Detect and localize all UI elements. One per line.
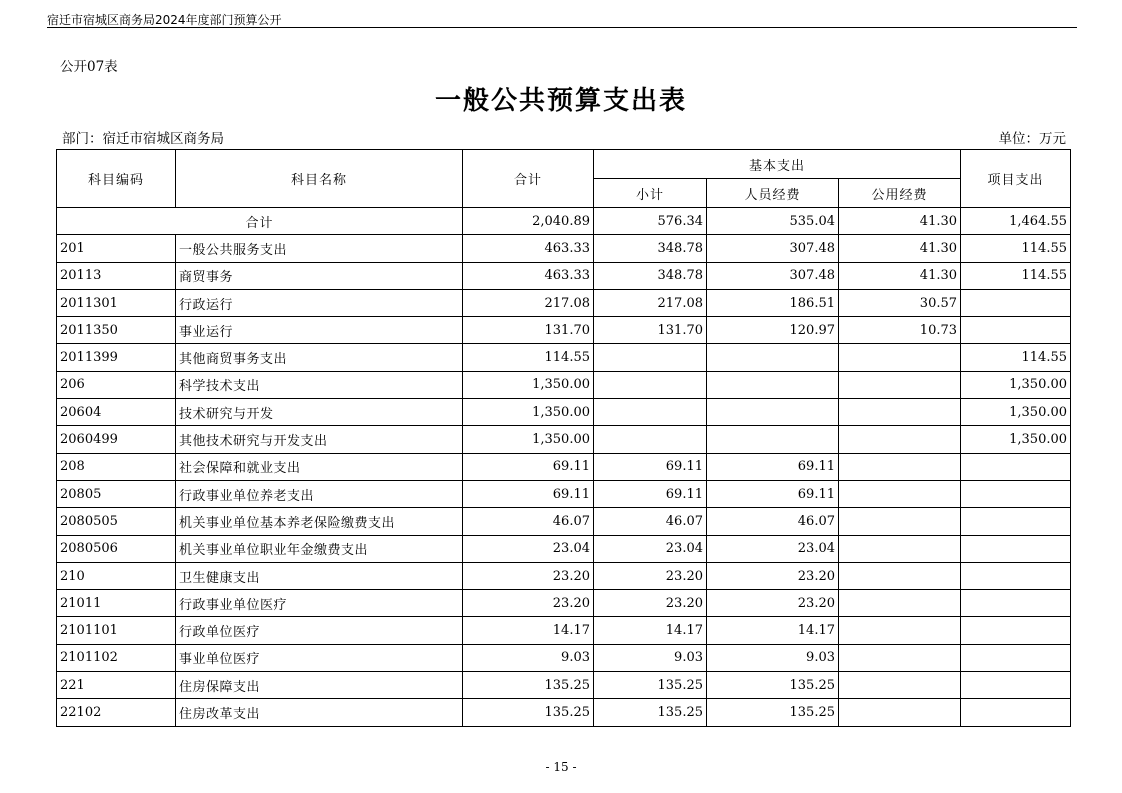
- cell-total: 463.33: [463, 235, 594, 262]
- table-row: [57, 235, 1071, 262]
- cell-total: 23.20: [463, 590, 594, 617]
- cell-subtotal: 135.25: [594, 699, 707, 726]
- cell-name: 技术研究与开发: [176, 399, 463, 426]
- table-row: [57, 672, 1071, 699]
- cell-total: 1,350.00: [463, 371, 594, 398]
- cell-project: [961, 508, 1071, 535]
- total-public: 41.30: [839, 208, 961, 235]
- cell-personnel: 135.25: [707, 699, 839, 726]
- cell-personnel: 307.48: [707, 235, 839, 262]
- cell-name: 行政事业单位养老支出: [176, 480, 463, 507]
- department-label: 部门：宿迁市宿城区商务局: [62, 131, 224, 147]
- cell-personnel: 14.17: [707, 617, 839, 644]
- cell-total: 23.20: [463, 562, 594, 589]
- cell-name: 事业运行: [176, 317, 463, 344]
- total-project: 1,464.55: [961, 208, 1071, 235]
- cell-subtotal: 23.20: [594, 590, 707, 617]
- table-row: [57, 262, 1071, 289]
- cell-personnel: 307.48: [707, 262, 839, 289]
- cell-project: [961, 699, 1071, 726]
- cell-name: 社会保障和就业支出: [176, 453, 463, 480]
- cell-project: 114.55: [961, 262, 1071, 289]
- header-name: 科目名称: [176, 150, 463, 208]
- cell-public: [839, 480, 961, 507]
- cell-project: [961, 317, 1071, 344]
- page-title: 一般公共预算支出表: [434, 86, 687, 116]
- cell-total: 131.70: [463, 317, 594, 344]
- table-label: 公开07表: [60, 59, 118, 75]
- cell-code: 2060499: [57, 426, 176, 453]
- cell-total: 1,350.00: [463, 399, 594, 426]
- cell-public: [839, 399, 961, 426]
- cell-personnel: 9.03: [707, 644, 839, 671]
- cell-code: 2080505: [57, 508, 176, 535]
- cell-subtotal: 14.17: [594, 617, 707, 644]
- budget-table: [56, 149, 1071, 727]
- table-row: [57, 535, 1071, 562]
- cell-public: [839, 535, 961, 562]
- cell-code: 20113: [57, 262, 176, 289]
- cell-subtotal: 46.07: [594, 508, 707, 535]
- running-header: 宿迁市宿城区商务局2024年度部门预算公开: [47, 13, 282, 27]
- table-row: [57, 617, 1071, 644]
- cell-public: 30.57: [839, 289, 961, 316]
- cell-total: 23.04: [463, 535, 594, 562]
- cell-subtotal: [594, 344, 707, 371]
- cell-name: 商贸事务: [176, 262, 463, 289]
- cell-code: 210: [57, 562, 176, 589]
- cell-name: 住房改革支出: [176, 699, 463, 726]
- cell-subtotal: 348.78: [594, 235, 707, 262]
- cell-subtotal: [594, 426, 707, 453]
- cell-subtotal: [594, 399, 707, 426]
- header-personnel: 人员经费: [707, 179, 839, 208]
- cell-code: 21011: [57, 590, 176, 617]
- header-rule: [47, 27, 1077, 28]
- cell-code: 2080506: [57, 535, 176, 562]
- cell-subtotal: 131.70: [594, 317, 707, 344]
- cell-personnel: 69.11: [707, 480, 839, 507]
- cell-project: [961, 535, 1071, 562]
- cell-project: [961, 562, 1071, 589]
- cell-subtotal: 69.11: [594, 480, 707, 507]
- cell-code: 208: [57, 453, 176, 480]
- cell-subtotal: 217.08: [594, 289, 707, 316]
- cell-name: 事业单位医疗: [176, 644, 463, 671]
- cell-total: 135.25: [463, 672, 594, 699]
- page-number: - 15 -: [545, 760, 577, 774]
- cell-name: 其他商贸事务支出: [176, 344, 463, 371]
- cell-personnel: 186.51: [707, 289, 839, 316]
- cell-public: [839, 672, 961, 699]
- cell-project: [961, 644, 1071, 671]
- table-row: [57, 289, 1071, 316]
- total-total: 2,040.89: [463, 208, 594, 235]
- cell-project: 1,350.00: [961, 371, 1071, 398]
- table-row: [57, 644, 1071, 671]
- table-row: [57, 590, 1071, 617]
- cell-project: 114.55: [961, 344, 1071, 371]
- cell-total: 135.25: [463, 699, 594, 726]
- cell-subtotal: [594, 371, 707, 398]
- cell-project: [961, 590, 1071, 617]
- header-total: 合计: [463, 150, 594, 208]
- total-personnel: 535.04: [707, 208, 839, 235]
- cell-project: 1,350.00: [961, 399, 1071, 426]
- cell-total: 46.07: [463, 508, 594, 535]
- cell-personnel: 135.25: [707, 672, 839, 699]
- cell-name: 行政单位医疗: [176, 617, 463, 644]
- cell-subtotal: 348.78: [594, 262, 707, 289]
- cell-personnel: 46.07: [707, 508, 839, 535]
- cell-personnel: [707, 399, 839, 426]
- cell-code: 206: [57, 371, 176, 398]
- cell-name: 机关事业单位基本养老保险缴费支出: [176, 508, 463, 535]
- cell-code: 20604: [57, 399, 176, 426]
- cell-project: [961, 289, 1071, 316]
- cell-name: 科学技术支出: [176, 371, 463, 398]
- total-label: 合计: [57, 208, 463, 235]
- cell-personnel: [707, 426, 839, 453]
- cell-personnel: [707, 344, 839, 371]
- header-project: 项目支出: [961, 150, 1071, 208]
- cell-code: 2011301: [57, 289, 176, 316]
- table-row: [57, 453, 1071, 480]
- cell-personnel: 23.04: [707, 535, 839, 562]
- cell-project: [961, 453, 1071, 480]
- cell-code: 22102: [57, 699, 176, 726]
- cell-public: [839, 699, 961, 726]
- table-row: [57, 371, 1071, 398]
- cell-name: 一般公共服务支出: [176, 235, 463, 262]
- table-row: [57, 508, 1071, 535]
- cell-code: 221: [57, 672, 176, 699]
- cell-project: [961, 480, 1071, 507]
- cell-code: 2011350: [57, 317, 176, 344]
- cell-total: 14.17: [463, 617, 594, 644]
- cell-subtotal: 23.04: [594, 535, 707, 562]
- cell-public: 10.73: [839, 317, 961, 344]
- cell-total: 69.11: [463, 453, 594, 480]
- unit-label: 单位：万元: [998, 131, 1066, 147]
- table-row: [57, 426, 1071, 453]
- cell-total: 463.33: [463, 262, 594, 289]
- cell-personnel: 69.11: [707, 453, 839, 480]
- cell-name: 机关事业单位职业年金缴费支出: [176, 535, 463, 562]
- cell-total: 217.08: [463, 289, 594, 316]
- cell-name: 行政运行: [176, 289, 463, 316]
- cell-subtotal: 69.11: [594, 453, 707, 480]
- cell-project: 114.55: [961, 235, 1071, 262]
- cell-public: 41.30: [839, 235, 961, 262]
- table-row: [57, 344, 1071, 371]
- cell-public: [839, 344, 961, 371]
- cell-total: 69.11: [463, 480, 594, 507]
- cell-project: [961, 617, 1071, 644]
- cell-public: 41.30: [839, 262, 961, 289]
- cell-subtotal: 135.25: [594, 672, 707, 699]
- cell-code: 2011399: [57, 344, 176, 371]
- table-row: [57, 562, 1071, 589]
- cell-code: 2101101: [57, 617, 176, 644]
- cell-total: 114.55: [463, 344, 594, 371]
- cell-public: [839, 590, 961, 617]
- cell-code: 2101102: [57, 644, 176, 671]
- cell-name: 行政事业单位医疗: [176, 590, 463, 617]
- cell-public: [839, 617, 961, 644]
- cell-name: 其他技术研究与开发支出: [176, 426, 463, 453]
- total-subtotal: 576.34: [594, 208, 707, 235]
- cell-total: 1,350.00: [463, 426, 594, 453]
- cell-name: 卫生健康支出: [176, 562, 463, 589]
- cell-public: [839, 508, 961, 535]
- cell-personnel: [707, 371, 839, 398]
- cell-personnel: 23.20: [707, 562, 839, 589]
- header-code: 科目编码: [57, 150, 176, 208]
- cell-total: 9.03: [463, 644, 594, 671]
- cell-code: 20805: [57, 480, 176, 507]
- table-row: [57, 699, 1071, 726]
- cell-personnel: 120.97: [707, 317, 839, 344]
- table-row: [57, 399, 1071, 426]
- cell-public: [839, 371, 961, 398]
- cell-subtotal: 23.20: [594, 562, 707, 589]
- cell-project: 1,350.00: [961, 426, 1071, 453]
- cell-subtotal: 9.03: [594, 644, 707, 671]
- cell-project: [961, 672, 1071, 699]
- cell-name: 住房保障支出: [176, 672, 463, 699]
- cell-personnel: 23.20: [707, 590, 839, 617]
- cell-public: [839, 426, 961, 453]
- table-row: [57, 480, 1071, 507]
- table-row: [57, 317, 1071, 344]
- cell-public: [839, 644, 961, 671]
- header-subtotal: 小计: [594, 179, 707, 208]
- cell-code: 201: [57, 235, 176, 262]
- header-public: 公用经费: [839, 179, 961, 208]
- total-row: [57, 208, 1071, 235]
- cell-public: [839, 562, 961, 589]
- cell-public: [839, 453, 961, 480]
- header-basic-group: 基本支出: [594, 150, 961, 179]
